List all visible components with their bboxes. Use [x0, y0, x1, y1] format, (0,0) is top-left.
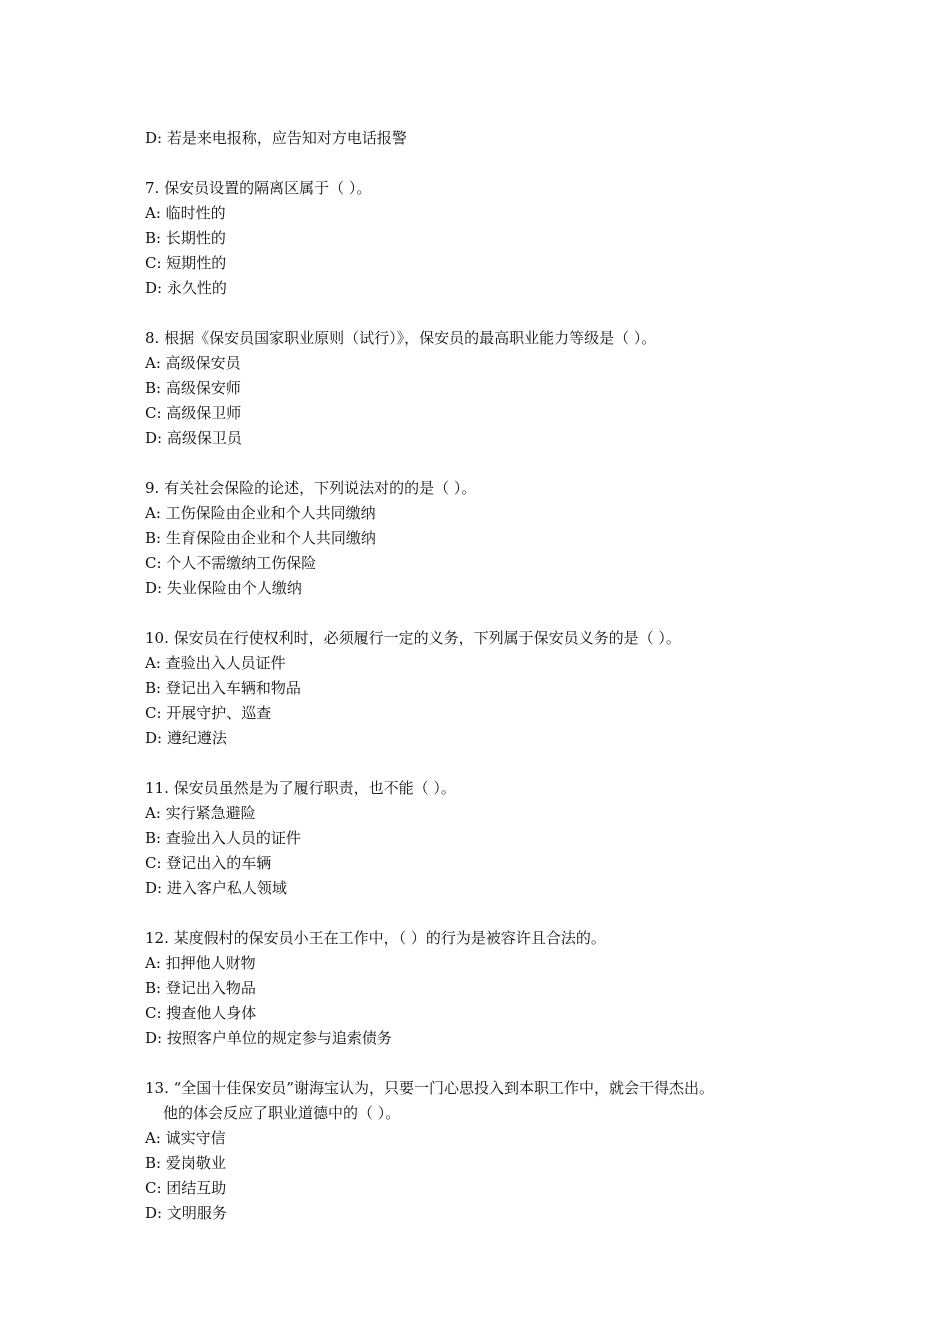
- option-d: D: 高级保卫员: [145, 429, 242, 447]
- lead-option: D: 若是来电报称，应告知对方电话报警: [145, 129, 407, 147]
- question-stem: 12. 某度假村的保安员小王在工作中，（ ）的行为是被容许且合法的。: [145, 929, 606, 947]
- question-9: [145, 476, 825, 601]
- spacer: [145, 451, 825, 476]
- question-stem-continued: 他的体会反应了职业道德中的（ ）。: [163, 1104, 401, 1122]
- spacer: [145, 1051, 825, 1076]
- option-b: B: 长期性的: [145, 229, 226, 247]
- question-stem: 8. 根据《保安员国家职业原则（试行）》，保安员的最高职业能力等级是（ ）。: [145, 329, 657, 347]
- option-d: D: 遵纪遵法: [145, 729, 227, 747]
- option-a: A: 诚实守信: [145, 1129, 226, 1147]
- option-c: C: 团结互助: [145, 1179, 227, 1197]
- question-7: [145, 176, 825, 301]
- spacer: [145, 751, 825, 776]
- spacer: [145, 151, 825, 176]
- option-c: C: 开展守护、巡查: [145, 704, 272, 722]
- option-d: D: 文明服务: [145, 1204, 227, 1222]
- question-list: [145, 126, 825, 1226]
- option-a: A: 临时性的: [145, 204, 226, 222]
- option-a: A: 扣押他人财物: [145, 954, 256, 972]
- option-c: C: 个人不需缴纳工伤保险: [145, 554, 317, 572]
- option-a: A: 高级保安员: [145, 354, 241, 372]
- option-d: D: 失业保险由个人缴纳: [145, 579, 302, 597]
- spacer: [145, 901, 825, 926]
- question-13: [145, 1076, 825, 1226]
- spacer: [145, 301, 825, 326]
- option-b: B: 爱岗敬业: [145, 1154, 226, 1172]
- option-a: A: 查验出入人员证件: [145, 654, 286, 672]
- option-b: B: 生育保险由企业和个人共同缴纳: [145, 529, 376, 547]
- question-stem: 11. 保安员虽然是为了履行职责，也不能（ ）。: [145, 779, 456, 797]
- question-stem: 7. 保安员设置的隔离区属于（ ）。: [145, 179, 372, 197]
- option-b: B: 高级保安师: [145, 379, 241, 397]
- option-d: D: 进入客户私人领域: [145, 879, 287, 897]
- option-c: C: 搜查他人身体: [145, 1004, 257, 1022]
- question-stem: 9. 有关社会保险的论述，下列说法对的的是（ ）。: [145, 479, 477, 497]
- option-d: D: 按照客户单位的规定参与追索债务: [145, 1029, 392, 1047]
- question-12: [145, 926, 825, 1051]
- question-11: [145, 776, 825, 901]
- spacer: [145, 601, 825, 626]
- option-a: A: 工伤保险由企业和个人共同缴纳: [145, 504, 376, 522]
- option-c: C: 高级保卫师: [145, 404, 242, 422]
- option-b: B: 查验出入人员的证件: [145, 829, 301, 847]
- question-8: [145, 326, 825, 451]
- option-c: C: 短期性的: [145, 254, 227, 272]
- option-a: A: 实行紧急避险: [145, 804, 256, 822]
- question-stem: 13. “全国十佳保安员”谢海宝认为，只要一门心思投入到本职工作中，就会干得杰出。: [145, 1079, 714, 1097]
- option-c: C: 登记出入的车辆: [145, 854, 272, 872]
- question-10: [145, 626, 825, 751]
- question-stem: 10. 保安员在行使权利时，必须履行一定的义务，下列属于保安员义务的是（ ）。: [145, 629, 681, 647]
- option-b: B: 登记出入车辆和物品: [145, 679, 301, 697]
- option-d: D: 永久性的: [145, 279, 227, 297]
- option-b: B: 登记出入物品: [145, 979, 256, 997]
